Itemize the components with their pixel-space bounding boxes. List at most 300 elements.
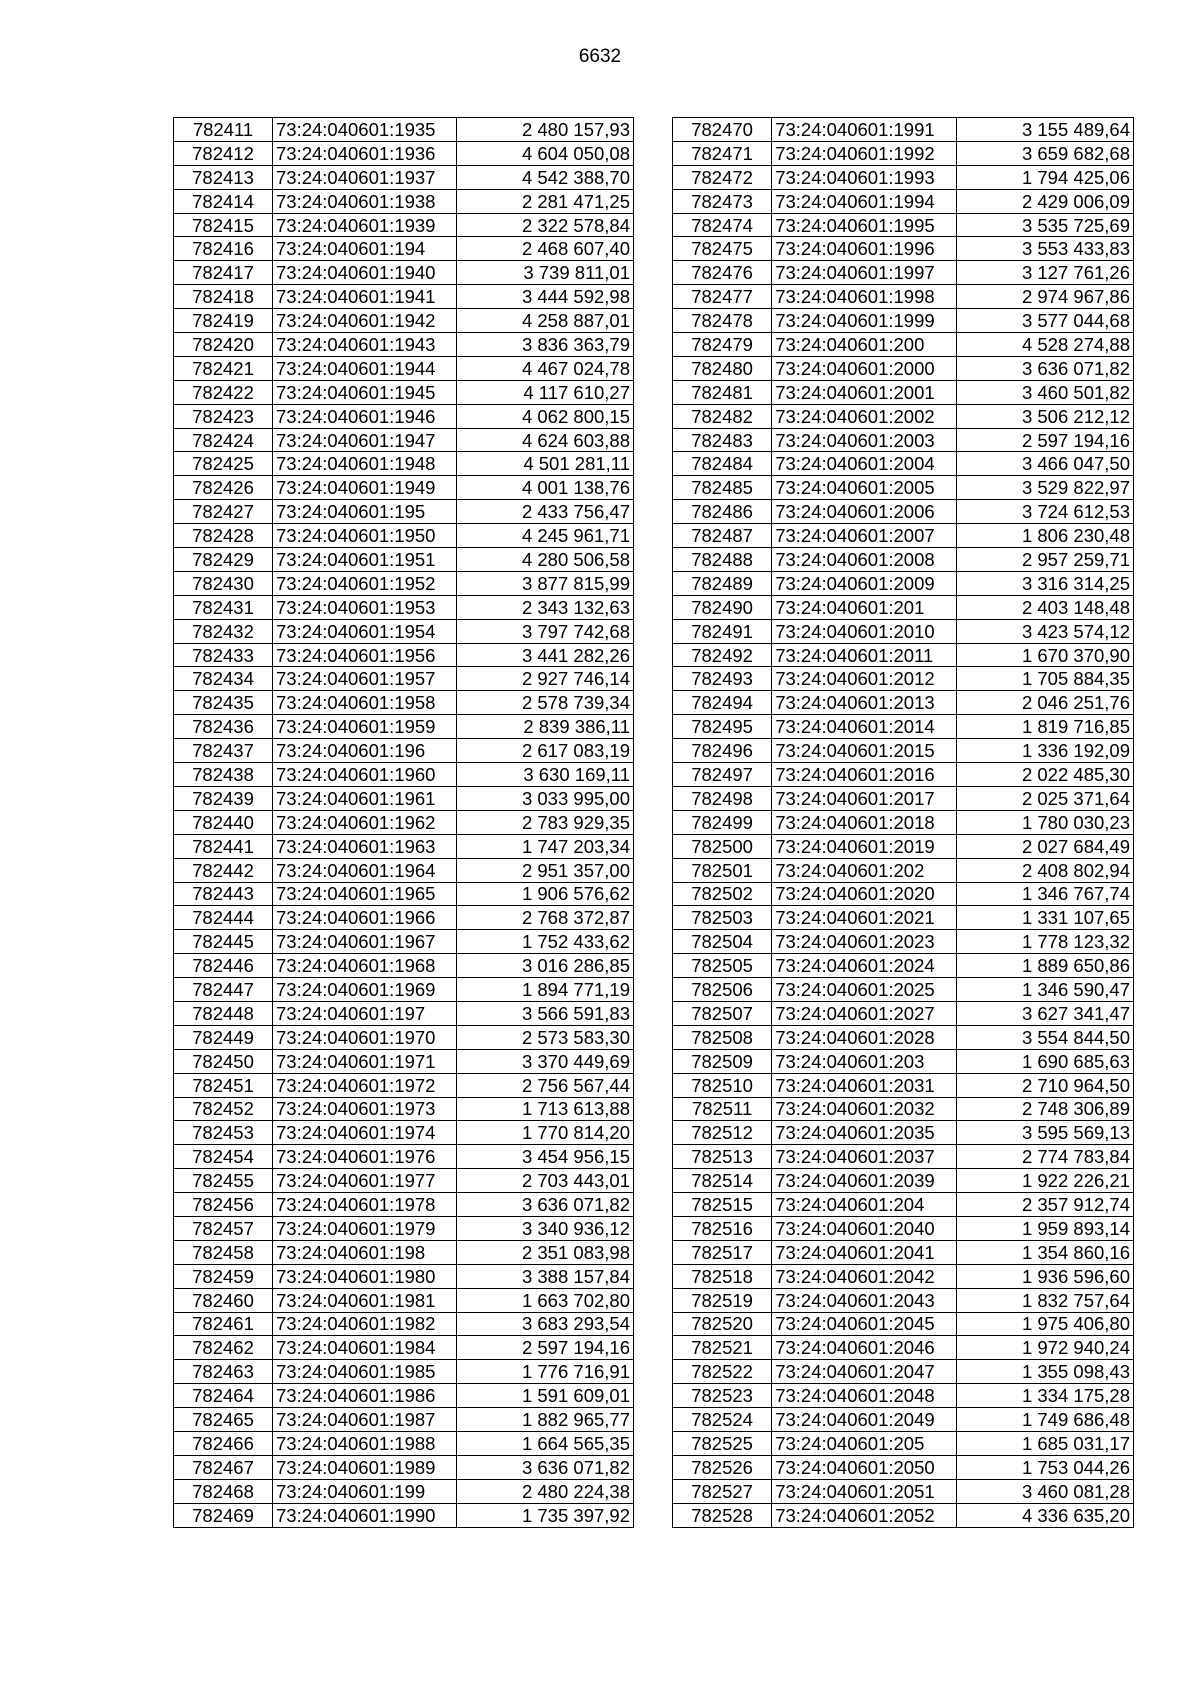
value-cell: 4 467 024,78 xyxy=(457,356,634,380)
row-number-cell: 782412 xyxy=(174,141,273,165)
value-cell: 2 597 194,16 xyxy=(956,428,1133,452)
row-number-cell: 782414 xyxy=(174,189,273,213)
row-number-cell: 782456 xyxy=(174,1193,273,1217)
table-row xyxy=(174,1431,634,1455)
value-cell: 2 480 157,93 xyxy=(457,118,634,142)
cadastral-number-cell: 73:24:040601:2049 xyxy=(772,1408,956,1432)
value-cell: 3 340 936,12 xyxy=(457,1216,634,1240)
row-number-cell: 782523 xyxy=(673,1384,772,1408)
cadastral-number-cell: 73:24:040601:2041 xyxy=(772,1240,956,1264)
value-cell: 4 001 138,76 xyxy=(457,476,634,500)
row-number-cell: 782506 xyxy=(673,978,772,1002)
row-number-cell: 782496 xyxy=(673,739,772,763)
table-row xyxy=(174,739,634,763)
value-cell: 3 636 071,82 xyxy=(956,356,1133,380)
row-number-cell: 782433 xyxy=(174,643,273,667)
row-number-cell: 782505 xyxy=(673,954,772,978)
row-number-cell: 782465 xyxy=(174,1408,273,1432)
table-row xyxy=(673,834,1134,858)
cadastral-number-cell: 73:24:040601:1997 xyxy=(772,261,956,285)
row-number-cell: 782450 xyxy=(174,1049,273,1073)
table-row xyxy=(174,524,634,548)
row-number-cell: 782421 xyxy=(174,356,273,380)
row-number-cell: 782475 xyxy=(673,237,772,261)
row-number-cell: 782492 xyxy=(673,643,772,667)
value-cell: 1 778 123,32 xyxy=(956,930,1133,954)
row-number-cell: 782499 xyxy=(673,810,772,834)
cadastral-number-cell: 73:24:040601:1936 xyxy=(273,141,457,165)
value-cell: 2 957 259,71 xyxy=(956,548,1133,572)
table-row xyxy=(673,1025,1134,1049)
cadastral-number-cell: 73:24:040601:2014 xyxy=(772,715,956,739)
table-row xyxy=(174,165,634,189)
table-row xyxy=(174,715,634,739)
row-number-cell: 782420 xyxy=(174,333,273,357)
cadastral-number-cell: 73:24:040601:1959 xyxy=(273,715,457,739)
row-number-cell: 782427 xyxy=(174,500,273,524)
cadastral-number-cell: 73:24:040601:195 xyxy=(273,500,457,524)
row-number-cell: 782508 xyxy=(673,1025,772,1049)
table-row xyxy=(174,954,634,978)
row-number-cell: 782457 xyxy=(174,1216,273,1240)
cadastral-number-cell: 73:24:040601:1968 xyxy=(273,954,457,978)
value-cell: 4 528 274,88 xyxy=(956,333,1133,357)
cadastral-number-cell: 73:24:040601:2042 xyxy=(772,1264,956,1288)
cadastral-number-cell: 73:24:040601:1958 xyxy=(273,691,457,715)
row-number-cell: 782434 xyxy=(174,667,273,691)
value-cell: 3 724 612,53 xyxy=(956,500,1133,524)
row-number-cell: 782435 xyxy=(174,691,273,715)
table-row xyxy=(174,1121,634,1145)
value-cell: 3 127 761,26 xyxy=(956,261,1133,285)
table-row xyxy=(174,930,634,954)
value-cell: 3 797 742,68 xyxy=(457,619,634,643)
cadastral-number-cell: 73:24:040601:1946 xyxy=(273,404,457,428)
cadastral-number-cell: 73:24:040601:2009 xyxy=(772,571,956,595)
value-cell: 3 423 574,12 xyxy=(956,619,1133,643)
value-cell: 3 877 815,99 xyxy=(457,571,634,595)
value-cell: 1 889 650,86 xyxy=(956,954,1133,978)
row-number-cell: 782432 xyxy=(174,619,273,643)
value-cell: 4 117 610,27 xyxy=(457,380,634,404)
row-number-cell: 782514 xyxy=(673,1169,772,1193)
table-row xyxy=(174,1408,634,1432)
table-row xyxy=(673,1121,1134,1145)
row-number-cell: 782423 xyxy=(174,404,273,428)
row-number-cell: 782511 xyxy=(673,1097,772,1121)
value-cell: 1 882 965,77 xyxy=(457,1408,634,1432)
value-cell: 1 975 406,80 xyxy=(956,1312,1133,1336)
table-row xyxy=(673,524,1134,548)
table-row xyxy=(673,595,1134,619)
row-number-cell: 782415 xyxy=(174,213,273,237)
value-cell: 2 322 578,84 xyxy=(457,213,634,237)
row-number-cell: 782431 xyxy=(174,595,273,619)
table-row xyxy=(673,1384,1134,1408)
table-row xyxy=(174,1360,634,1384)
cadastral-number-cell: 73:24:040601:1950 xyxy=(273,524,457,548)
row-number-cell: 782445 xyxy=(174,930,273,954)
table-row xyxy=(174,691,634,715)
cadastral-number-cell: 73:24:040601:1949 xyxy=(273,476,457,500)
value-cell: 3 155 489,64 xyxy=(956,118,1133,142)
value-cell: 1 753 044,26 xyxy=(956,1455,1133,1479)
row-number-cell: 782458 xyxy=(174,1240,273,1264)
row-number-cell: 782472 xyxy=(673,165,772,189)
table-row xyxy=(673,763,1134,787)
table-row xyxy=(174,1216,634,1240)
row-number-cell: 782503 xyxy=(673,906,772,930)
table-row xyxy=(673,954,1134,978)
cadastral-number-cell: 73:24:040601:1967 xyxy=(273,930,457,954)
value-cell: 3 370 449,69 xyxy=(457,1049,634,1073)
value-cell: 2 783 929,35 xyxy=(457,810,634,834)
row-number-cell: 782428 xyxy=(174,524,273,548)
value-cell: 2 351 083,98 xyxy=(457,1240,634,1264)
row-number-cell: 782495 xyxy=(673,715,772,739)
cadastral-number-cell: 73:24:040601:2047 xyxy=(772,1360,956,1384)
row-number-cell: 782461 xyxy=(174,1312,273,1336)
table-row xyxy=(673,1049,1134,1073)
table-row xyxy=(673,1408,1134,1432)
table-row xyxy=(174,476,634,500)
table-row xyxy=(673,476,1134,500)
row-number-cell: 782444 xyxy=(174,906,273,930)
row-number-cell: 782517 xyxy=(673,1240,772,1264)
value-cell: 1 670 370,90 xyxy=(956,643,1133,667)
row-number-cell: 782441 xyxy=(174,834,273,858)
cadastral-number-cell: 73:24:040601:2040 xyxy=(772,1216,956,1240)
cadastral-number-cell: 73:24:040601:1963 xyxy=(273,834,457,858)
cadastral-number-cell: 73:24:040601:2007 xyxy=(772,524,956,548)
table-row xyxy=(673,978,1134,1002)
value-cell: 2 403 148,48 xyxy=(956,595,1133,619)
value-cell: 3 627 341,47 xyxy=(956,1001,1133,1025)
cadastral-number-cell: 73:24:040601:196 xyxy=(273,739,457,763)
table-row xyxy=(673,428,1134,452)
value-cell: 4 542 388,70 xyxy=(457,165,634,189)
row-number-cell: 782481 xyxy=(673,380,772,404)
cadastral-number-cell: 73:24:040601:1957 xyxy=(273,667,457,691)
value-cell: 1 331 107,65 xyxy=(956,906,1133,930)
value-cell: 1 936 596,60 xyxy=(956,1264,1133,1288)
row-number-cell: 782476 xyxy=(673,261,772,285)
table-row xyxy=(174,1193,634,1217)
value-cell: 3 836 363,79 xyxy=(457,333,634,357)
value-cell: 1 664 565,35 xyxy=(457,1431,634,1455)
table-row xyxy=(673,452,1134,476)
cadastral-number-cell: 73:24:040601:1945 xyxy=(273,380,457,404)
row-number-cell: 782449 xyxy=(174,1025,273,1049)
row-number-cell: 782493 xyxy=(673,667,772,691)
cadastral-number-cell: 73:24:040601:2005 xyxy=(772,476,956,500)
table-row xyxy=(673,930,1134,954)
table-row xyxy=(174,1264,634,1288)
table-row xyxy=(174,1503,634,1527)
table-row xyxy=(673,404,1134,428)
cadastral-number-cell: 73:24:040601:202 xyxy=(772,858,956,882)
table-row xyxy=(174,1336,634,1360)
cadastral-number-cell: 73:24:040601:1977 xyxy=(273,1169,457,1193)
value-cell: 3 577 044,68 xyxy=(956,309,1133,333)
table-row xyxy=(174,1097,634,1121)
row-number-cell: 782525 xyxy=(673,1431,772,1455)
table-row xyxy=(673,1169,1134,1193)
table-row xyxy=(174,1384,634,1408)
table-row xyxy=(174,667,634,691)
value-cell: 3 460 501,82 xyxy=(956,380,1133,404)
cadastral-number-cell: 73:24:040601:2052 xyxy=(772,1503,956,1527)
cadastral-number-cell: 73:24:040601:2013 xyxy=(772,691,956,715)
cadastral-number-cell: 73:24:040601:1996 xyxy=(772,237,956,261)
cadastral-number-cell: 73:24:040601:2028 xyxy=(772,1025,956,1049)
value-cell: 1 705 884,35 xyxy=(956,667,1133,691)
row-number-cell: 782464 xyxy=(174,1384,273,1408)
cadastral-number-cell: 73:24:040601:1991 xyxy=(772,118,956,142)
cadastral-number-cell: 73:24:040601:1993 xyxy=(772,165,956,189)
row-number-cell: 782454 xyxy=(174,1145,273,1169)
cadastral-number-cell: 73:24:040601:2006 xyxy=(772,500,956,524)
value-cell: 1 336 192,09 xyxy=(956,739,1133,763)
table-row xyxy=(673,237,1134,261)
table-row xyxy=(673,356,1134,380)
cadastral-number-cell: 73:24:040601:1998 xyxy=(772,285,956,309)
cadastral-number-cell: 73:24:040601:194 xyxy=(273,237,457,261)
value-cell: 3 441 282,26 xyxy=(457,643,634,667)
page-number: 6632 xyxy=(578,46,622,67)
cadastral-number-cell: 73:24:040601:1974 xyxy=(273,1121,457,1145)
value-cell: 2 408 802,94 xyxy=(956,858,1133,882)
table-row xyxy=(673,261,1134,285)
cadastral-number-cell: 73:24:040601:2016 xyxy=(772,763,956,787)
cadastral-number-cell: 73:24:040601:1984 xyxy=(273,1336,457,1360)
value-cell: 2 578 739,34 xyxy=(457,691,634,715)
cadastral-number-cell: 73:24:040601:1938 xyxy=(273,189,457,213)
value-cell: 2 022 485,30 xyxy=(956,763,1133,787)
value-cell: 3 659 682,68 xyxy=(956,141,1133,165)
cadastral-number-cell: 73:24:040601:2021 xyxy=(772,906,956,930)
row-number-cell: 782425 xyxy=(174,452,273,476)
table-row xyxy=(174,978,634,1002)
row-number-cell: 782419 xyxy=(174,309,273,333)
value-cell: 2 046 251,76 xyxy=(956,691,1133,715)
row-number-cell: 782489 xyxy=(673,571,772,595)
cadastral-number-cell: 73:24:040601:201 xyxy=(772,595,956,619)
cadastral-number-cell: 73:24:040601:1943 xyxy=(273,333,457,357)
cadastral-number-cell: 73:24:040601:2035 xyxy=(772,1121,956,1145)
cadastral-number-cell: 73:24:040601:1992 xyxy=(772,141,956,165)
value-cell: 3 444 592,98 xyxy=(457,285,634,309)
value-cell: 2 429 006,09 xyxy=(956,189,1133,213)
table-row xyxy=(174,643,634,667)
table-row xyxy=(673,643,1134,667)
value-cell: 2 710 964,50 xyxy=(956,1073,1133,1097)
table-row xyxy=(673,1503,1134,1527)
table-row xyxy=(673,213,1134,237)
value-cell: 4 258 887,01 xyxy=(457,309,634,333)
value-cell: 3 529 822,97 xyxy=(956,476,1133,500)
cadastral-number-cell: 73:24:040601:1995 xyxy=(772,213,956,237)
value-cell: 1 747 203,34 xyxy=(457,834,634,858)
row-number-cell: 782512 xyxy=(673,1121,772,1145)
value-cell: 2 974 967,86 xyxy=(956,285,1133,309)
value-cell: 2 839 386,11 xyxy=(457,715,634,739)
cadastral-number-cell: 73:24:040601:1964 xyxy=(273,858,457,882)
cadastral-number-cell: 73:24:040601:1954 xyxy=(273,619,457,643)
row-number-cell: 782460 xyxy=(174,1288,273,1312)
value-cell: 2 951 357,00 xyxy=(457,858,634,882)
row-number-cell: 782467 xyxy=(174,1455,273,1479)
table-row xyxy=(673,858,1134,882)
table-left xyxy=(173,117,634,1528)
table-row xyxy=(174,309,634,333)
row-number-cell: 782521 xyxy=(673,1336,772,1360)
cadastral-number-cell: 73:24:040601:2024 xyxy=(772,954,956,978)
table-row xyxy=(673,118,1134,142)
table-row xyxy=(673,619,1134,643)
cadastral-number-cell: 73:24:040601:1985 xyxy=(273,1360,457,1384)
row-number-cell: 782413 xyxy=(174,165,273,189)
cadastral-number-cell: 73:24:040601:1951 xyxy=(273,548,457,572)
table-row xyxy=(673,1097,1134,1121)
row-number-cell: 782424 xyxy=(174,428,273,452)
value-cell: 1 959 893,14 xyxy=(956,1216,1133,1240)
value-cell: 1 894 771,19 xyxy=(457,978,634,1002)
value-cell: 3 553 433,83 xyxy=(956,237,1133,261)
value-cell: 3 388 157,84 xyxy=(457,1264,634,1288)
cadastral-number-cell: 73:24:040601:1948 xyxy=(273,452,457,476)
table-row xyxy=(174,810,634,834)
value-cell: 2 768 372,87 xyxy=(457,906,634,930)
value-cell: 1 713 613,88 xyxy=(457,1097,634,1121)
value-cell: 1 334 175,28 xyxy=(956,1384,1133,1408)
table-row xyxy=(673,667,1134,691)
value-cell: 2 573 583,30 xyxy=(457,1025,634,1049)
value-cell: 3 466 047,50 xyxy=(956,452,1133,476)
row-number-cell: 782516 xyxy=(673,1216,772,1240)
value-cell: 2 025 371,64 xyxy=(956,786,1133,810)
row-number-cell: 782528 xyxy=(673,1503,772,1527)
table-row xyxy=(673,285,1134,309)
row-number-cell: 782478 xyxy=(673,309,772,333)
table-row xyxy=(673,1216,1134,1240)
value-cell: 1 806 230,48 xyxy=(956,524,1133,548)
table-row xyxy=(174,571,634,595)
value-cell: 4 501 281,11 xyxy=(457,452,634,476)
table-row xyxy=(174,1240,634,1264)
row-number-cell: 782417 xyxy=(174,261,273,285)
table-row xyxy=(174,786,634,810)
table-row xyxy=(174,1073,634,1097)
table-row xyxy=(673,1312,1134,1336)
table-row xyxy=(174,1169,634,1193)
row-number-cell: 782447 xyxy=(174,978,273,1002)
cadastral-number-cell: 73:24:040601:1941 xyxy=(273,285,457,309)
cadastral-number-cell: 73:24:040601:2043 xyxy=(772,1288,956,1312)
row-number-cell: 782470 xyxy=(673,118,772,142)
value-cell: 1 346 767,74 xyxy=(956,882,1133,906)
value-cell: 1 749 686,48 xyxy=(956,1408,1133,1432)
value-cell: 3 739 811,01 xyxy=(457,261,634,285)
table-row xyxy=(174,404,634,428)
cadastral-number-cell: 73:24:040601:200 xyxy=(772,333,956,357)
table-row xyxy=(174,882,634,906)
row-number-cell: 782426 xyxy=(174,476,273,500)
table-row xyxy=(174,141,634,165)
row-number-cell: 782491 xyxy=(673,619,772,643)
row-number-cell: 782416 xyxy=(174,237,273,261)
row-number-cell: 782422 xyxy=(174,380,273,404)
row-number-cell: 782451 xyxy=(174,1073,273,1097)
row-number-cell: 782482 xyxy=(673,404,772,428)
cadastral-number-cell: 73:24:040601:2051 xyxy=(772,1479,956,1503)
row-number-cell: 782473 xyxy=(673,189,772,213)
row-number-cell: 782448 xyxy=(174,1001,273,1025)
table-row xyxy=(174,1479,634,1503)
cadastral-number-cell: 73:24:040601:1989 xyxy=(273,1455,457,1479)
value-cell: 2 468 607,40 xyxy=(457,237,634,261)
cadastral-number-cell: 73:24:040601:1973 xyxy=(273,1097,457,1121)
value-cell: 3 636 071,82 xyxy=(457,1455,634,1479)
cadastral-number-cell: 73:24:040601:2025 xyxy=(772,978,956,1002)
cadastral-number-cell: 73:24:040601:1988 xyxy=(273,1431,457,1455)
table-row xyxy=(174,1025,634,1049)
cadastral-number-cell: 73:24:040601:1960 xyxy=(273,763,457,787)
cadastral-number-cell: 73:24:040601:2010 xyxy=(772,619,956,643)
value-cell: 3 630 169,11 xyxy=(457,763,634,787)
row-number-cell: 782463 xyxy=(174,1360,273,1384)
table-row xyxy=(174,118,634,142)
value-cell: 3 566 591,83 xyxy=(457,1001,634,1025)
table-row xyxy=(673,571,1134,595)
row-number-cell: 782518 xyxy=(673,1264,772,1288)
row-number-cell: 782509 xyxy=(673,1049,772,1073)
cadastral-number-cell: 73:24:040601:1944 xyxy=(273,356,457,380)
row-number-cell: 782474 xyxy=(673,213,772,237)
table-row xyxy=(673,739,1134,763)
row-number-cell: 782490 xyxy=(673,595,772,619)
row-number-cell: 782443 xyxy=(174,882,273,906)
row-number-cell: 782462 xyxy=(174,1336,273,1360)
table-row xyxy=(673,189,1134,213)
row-number-cell: 782500 xyxy=(673,834,772,858)
table-row xyxy=(673,165,1134,189)
value-cell: 4 280 506,58 xyxy=(457,548,634,572)
row-number-cell: 782513 xyxy=(673,1145,772,1169)
value-cell: 4 245 961,71 xyxy=(457,524,634,548)
cadastral-number-cell: 73:24:040601:2023 xyxy=(772,930,956,954)
cadastral-number-cell: 73:24:040601:2011 xyxy=(772,643,956,667)
value-cell: 4 336 635,20 xyxy=(956,1503,1133,1527)
row-number-cell: 782510 xyxy=(673,1073,772,1097)
row-number-cell: 782524 xyxy=(673,1408,772,1432)
cadastral-number-cell: 73:24:040601:2037 xyxy=(772,1145,956,1169)
value-cell: 1 690 685,63 xyxy=(956,1049,1133,1073)
table-row xyxy=(174,380,634,404)
cadastral-number-cell: 73:24:040601:1962 xyxy=(273,810,457,834)
cadastral-number-cell: 73:24:040601:2039 xyxy=(772,1169,956,1193)
cadastral-number-cell: 73:24:040601:2019 xyxy=(772,834,956,858)
table-row xyxy=(174,452,634,476)
value-cell: 1 770 814,20 xyxy=(457,1121,634,1145)
value-cell: 1 663 702,80 xyxy=(457,1288,634,1312)
table-row xyxy=(174,1001,634,1025)
value-cell: 3 636 071,82 xyxy=(457,1193,634,1217)
cadastral-number-cell: 73:24:040601:2032 xyxy=(772,1097,956,1121)
row-number-cell: 782497 xyxy=(673,763,772,787)
table-row xyxy=(174,595,634,619)
table-row xyxy=(673,309,1134,333)
